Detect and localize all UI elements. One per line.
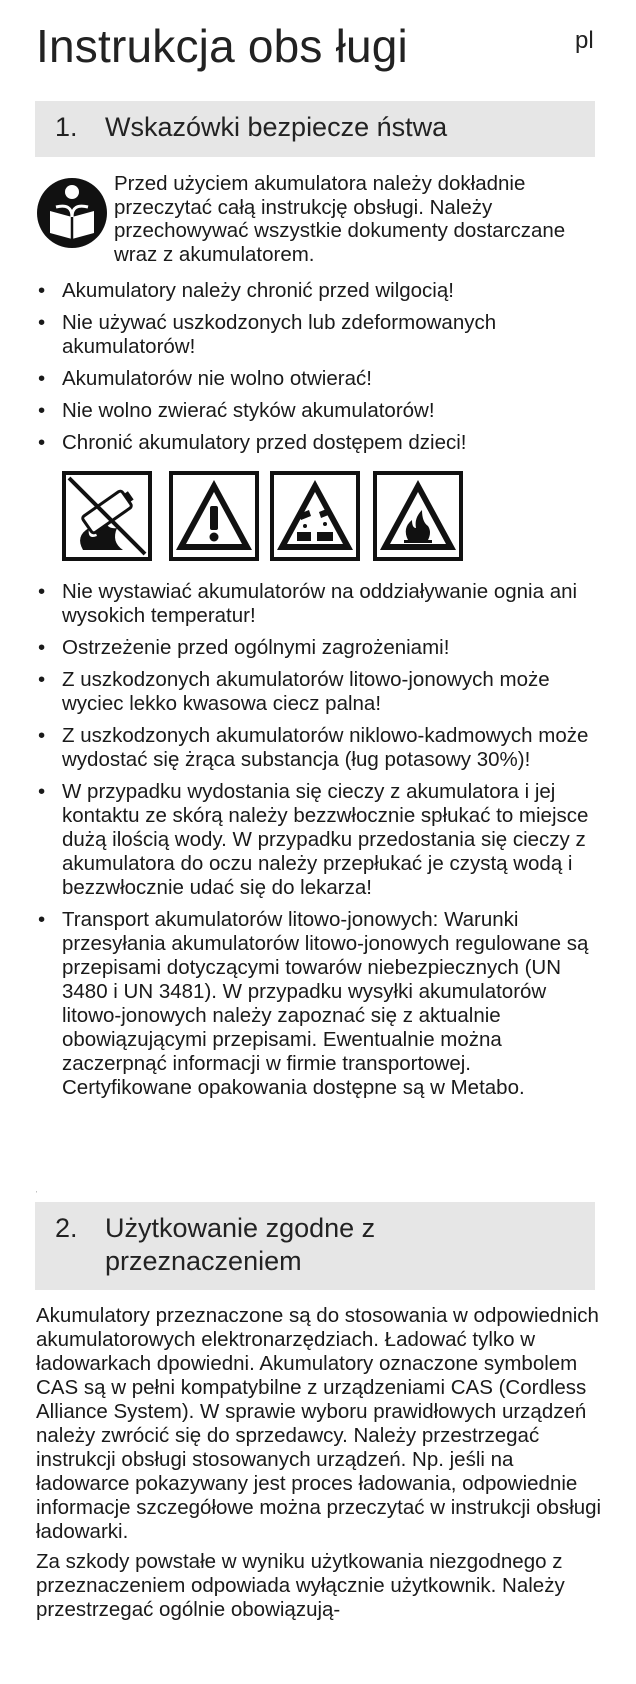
intro-text: Przed użyciem akumulatora należy dokładnie przeczytać całą instrukcję obsługi. Należy przechowywać wszystkie dokumenty dostarczane wraz z akumulatorem. — [114, 172, 566, 266]
list-item: • Ostrzeżenie przed ogólnymi zagrożeniami! — [36, 636, 604, 660]
list-item: • Z uszkodzonych akumulatorów niklowo-kadmowych może wydostać się żrąca substancja (ług potasowy 30%)! — [36, 724, 604, 772]
section-2-header — [35, 1202, 595, 1290]
paragraph: Akumulatory przeznaczone są do stosowania w odpowiednich akumulatorowych elektronarzędziach. Ładować tylko w ładowarkach dpowiedni. Akumulatory oznaczone symbolem CAS są w pełni kompatybilne z urządzeniami CAS (Cordless Alliance System). W sprawie wyboru prawidłowych urządzeń należy zwrócić się do sprzedawcy. Należy przestrzegać instrukcji obsługi stosowanych urządzeń. Np. jeśli na ładowarce pokazywany jest proces ładowania, odpowiednie informacje szczegółowe można przeczytać w instrukcji obsługi ładowarki. — [36, 1304, 602, 1543]
section-1-number: 1. — [55, 112, 78, 142]
language-code: pl — [575, 27, 594, 54]
paragraph: Za szkody powstałe w wyniku użytkowania niezgodnego z przeznaczeniem odpowiada wyłącznie użytkownik. Należy przestrzegać ogólnie obowiązują- — [36, 1550, 565, 1621]
list-item: • Nie wystawiać akumulatorów na oddziaływanie ognia ani wysokich temperatur! — [36, 580, 604, 628]
corrosive-warning-icon — [269, 470, 361, 562]
read-manual-icon — [36, 177, 108, 249]
no-fire-battery-icon — [61, 470, 153, 562]
general-warning-icon — [168, 470, 260, 562]
list-item: • W przypadku wydostania się cieczy z akumulatora i jej kontaktu ze skórą należy bezzwłocznie spłukać to miejsce dużą ilością wody. W przypadku przedostania się cieczy z akumulatora do oczu należy przepłukać je czystą wodą i bezzwłocznie udać się do lekarza! — [36, 780, 604, 900]
section-2-number: 2. — [55, 1213, 78, 1243]
section-1-title: Wskazówki bezpiecze ństwa — [105, 112, 448, 142]
safety-list-2 — [36, 580, 604, 1108]
safety-list-1 — [36, 279, 604, 463]
page-title: Instrukcja obs ługi — [36, 20, 408, 72]
list-item: • Akumulatory należy chronić przed wilgocią! — [36, 279, 604, 303]
section-1-header — [35, 101, 595, 157]
scan-mark: ' — [36, 1191, 38, 1198]
section-2-body — [36, 1304, 604, 1628]
flammable-warning-icon — [372, 470, 464, 562]
list-item: • Chronić akumulatory przed dostępem dzieci! — [36, 431, 604, 455]
list-item: • Nie wolno zwierać styków akumulatorów! — [36, 399, 604, 423]
section-2-title: Użytkowanie zgodne z przeznaczeniem — [105, 1213, 376, 1276]
list-item: • Z uszkodzonych akumulatorów litowo-jonowych może wyciec lekko kwasowa ciecz palna! — [36, 668, 604, 716]
list-item: • Akumulatorów nie wolno otwierać! — [36, 367, 604, 391]
list-item: • Transport akumulatorów litowo-jonowych: Warunki przesyłania akumulatorów litowo-jonowych regulowane są przepisami dotyczącymi towarów niebezpiecznych (UN 3480 i UN 3481). W przypadku wysyłki akumulatorów litowo-jonowych należy zapoznać się z aktualnie obowiązującymi przepisami. Ewentualnie można zaczerpnąć informacji w firmie transportowej. Certyfikowane opakowania dostępne są w Metabo. — [36, 908, 604, 1100]
list-item: • Nie używać uszkodzonych lub zdeformowanych akumulatorów! — [36, 311, 604, 359]
